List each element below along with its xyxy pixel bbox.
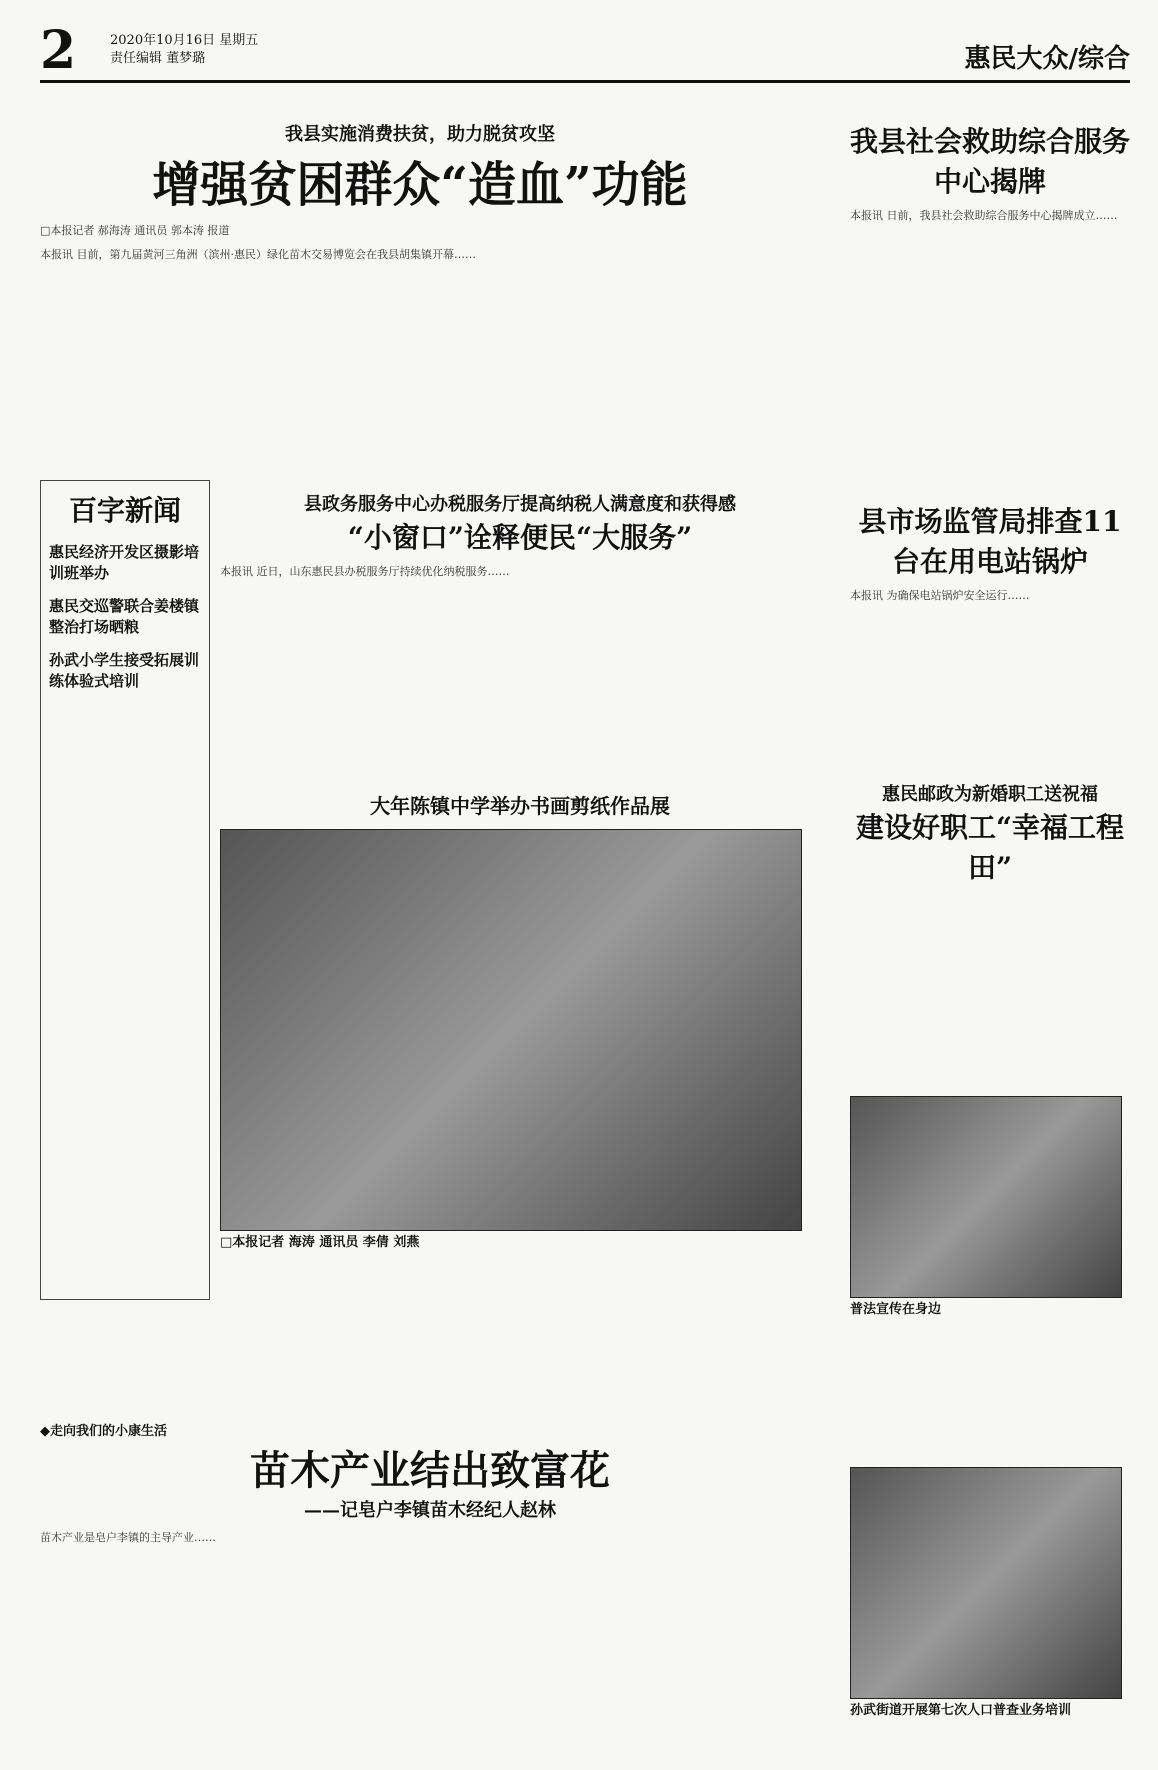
photo-story-title: 大年陈镇中学举办书画剪纸作品展 (370, 794, 670, 818)
editor-credit: 责任编辑 董梦璐 (110, 51, 206, 66)
law-promo-caption: 普法宣传在身边 (850, 1302, 942, 1317)
side-column-title: 百字新闻 (68, 494, 181, 527)
side-item-2: 惠民交巡警联合姜楼镇整治打场晒粮 (49, 598, 200, 636)
lead-byline: □本报记者 郝海涛 通讯员 郭本涛 报道 (40, 224, 230, 237)
right1-body: 本报讯 日前，我县社会救助综合服务中心揭牌成立…… (850, 209, 1118, 222)
tax-body: 本报讯 近日，山东惠民县办税服务厅持续优化纳税服务…… (220, 565, 510, 578)
census-training-photo (850, 1467, 1122, 1699)
side-item-3: 孙武小学生接受拓展训练体验式培训 (49, 652, 200, 690)
feature-tag: ◆走向我们的小康生活 (40, 1424, 167, 1439)
page-header (40, 20, 1130, 83)
bottom-feature (40, 1420, 820, 1760)
census-caption: 孙武街道开展第七次人口普查业务培训 (850, 1703, 1072, 1718)
brand-title: 惠民大众/综合 (964, 44, 1130, 74)
right2-body: 本报讯 为确保电站锅炉安全运行…… (850, 589, 1030, 602)
issue-date: 2020年10月16日 星期五 (110, 33, 259, 48)
exhibition-photo (220, 829, 802, 1231)
law-promo-photo (850, 1096, 1122, 1298)
lead-article (40, 120, 800, 460)
feature-body: 苗木产业是皂户李镇的主导产业…… (40, 1531, 216, 1544)
lead-title: 增强贫困群众“造血”功能 (152, 157, 688, 213)
page-number: 2 (40, 20, 77, 81)
header-meta (110, 32, 258, 68)
right-article-2 (850, 500, 1130, 760)
photo-story (220, 790, 820, 1310)
feature-subtitle: ——记皂户李镇苗木经纪人赵林 (304, 1500, 556, 1521)
right-article-3 (850, 780, 1130, 1760)
lead-kicker: 我县实施消费扶贫，助力脱贫攻坚 (285, 124, 555, 145)
right3-kicker: 惠民邮政为新婚职工送祝福 (882, 784, 1098, 805)
lead-body: 本报讯 目前，第九届黄河三角洲（滨州·惠民）绿化苗木交易博览会在我县胡集镇开幕…… (40, 248, 476, 261)
tax-title: “小窗口”诠释便民“大服务” (347, 521, 693, 554)
sidebar-brief-news (40, 480, 210, 1300)
right-article-1 (850, 120, 1130, 440)
side-item-1: 惠民经济开发区摄影培训班举办 (49, 544, 200, 582)
tax-kicker: 县政务服务中心办税服务厅提高纳税人满意度和获得感 (304, 494, 736, 515)
right2-title: 县市场监管局排查11台在用电站锅炉 (858, 505, 1122, 578)
feature-title: 苗木产业结出致富花 (250, 1447, 610, 1494)
right3-title: 建设好职工“幸福工程田” (855, 811, 1125, 884)
right1-title: 我县社会救助综合服务中心揭牌 (850, 125, 1130, 198)
photo-story-caption: □本报记者 海涛 通讯员 李倩 刘燕 (220, 1235, 420, 1250)
tax-article (220, 490, 820, 770)
